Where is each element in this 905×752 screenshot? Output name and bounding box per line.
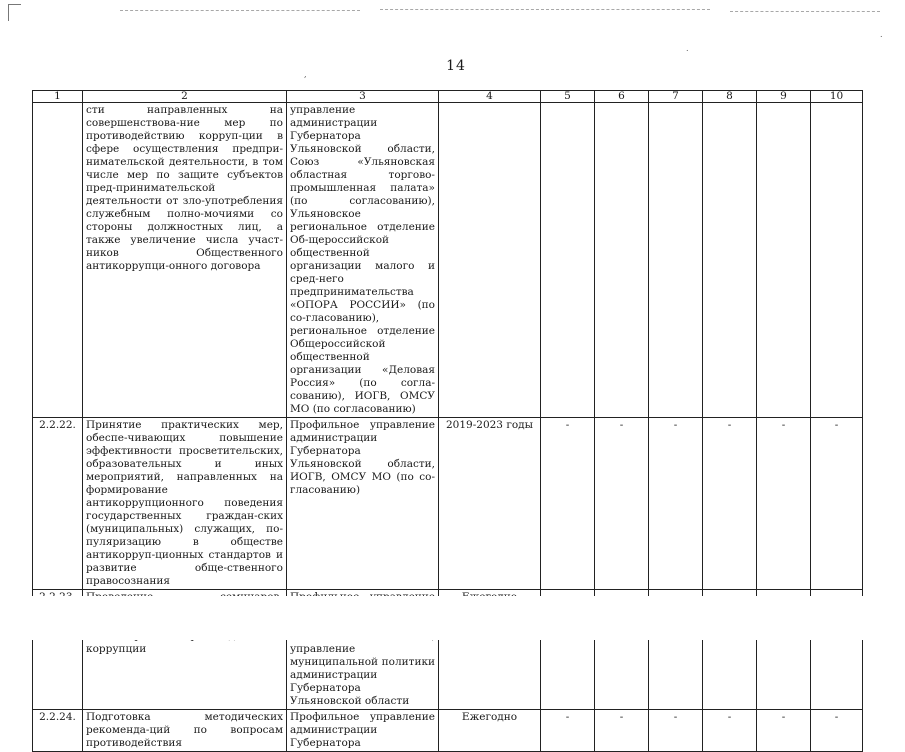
funding-cell: - [595,418,649,590]
term-cell: Ежегодно [439,710,541,752]
row-number-cell: 2.2.24. [33,710,83,752]
funding-cell: - [757,418,811,590]
funding-cell: - [541,710,595,752]
column-header: 10 [811,91,863,103]
funding-cell [595,103,649,418]
column-header: 7 [649,91,703,103]
column-header: 2 [83,91,287,103]
column-header: 9 [757,91,811,103]
funding-cell: - [541,418,595,590]
funding-cell: - [595,710,649,752]
funding-cell [541,103,595,418]
column-header: 4 [439,91,541,103]
funding-cell: - [649,418,703,590]
measure-cell: сти направленных на совершенствова-ние мер по противодействию корруп-ции в сфере осуществления предпри-нимательской деятельности, в том числе мер по защите субъектов пред-принимательской деятельности от зло-употребления служебным полно-мочиями со стороны должностных лиц, а также увеличение числа участ-ников Общественного антикоррупци-онного договора [83,103,287,418]
measure-cell: Подготовка методических рекоменда-ций по вопросам противодействия [83,710,287,752]
scan-speck: , [304,70,307,79]
column-header: 1 [33,91,83,103]
funding-cell [757,103,811,418]
column-header: 5 [541,91,595,103]
page-number: 14 [446,58,466,74]
executors-cell: управление администрации Губернатора Ульяновской области, Союз «Ульяновская областная торгово-промышленная палата» (по согласованию), Ульяновское региональное отделение Об-щероссийской общественной организации малого и сред-него предпринимательства «ОПОРА РОССИИ» (по со-гласованию), региональное отделение Общероссийской общественной организации «Деловая Россия» (по согла-сованию), ИОГВ, ОМСУ МО (по согласованию) [287,103,439,418]
funding-cell: - [811,710,863,752]
row-number-cell [33,103,83,418]
scan-edge-line [380,9,710,10]
measure-cell: коррупции [83,590,287,710]
scan-speck: . [880,30,883,39]
scan-edge-line [730,11,880,12]
column-header: 3 [287,91,439,103]
term-cell [439,103,541,418]
funding-cell [703,103,757,418]
funding-cell [649,103,703,418]
term-cell: 2019-2023 годы [439,418,541,590]
funding-cell: - [649,710,703,752]
funding-cell: - [811,418,863,590]
funding-cell: - [703,710,757,752]
measures-table [32,90,863,752]
page-bottom-crop [0,596,905,640]
table-row [33,103,863,418]
table-header-row [33,91,863,103]
measure-cell: Принятие практических мер, обеспе-чивающих повышение эффективности просветительских, образовательных и иных мероприятий, направленных на формирование антикоррупционного поведения государственных граждан-ских (муниципальных) служащих, по-пуляризацию в обществе антикорруп-ционных стандартов и развитие обще-ственного правосознания [83,418,287,590]
scan-edge-line [120,10,360,11]
column-header: 6 [595,91,649,103]
executors-cell: Профильное управление администрации Губернатора Ульяновской области, ИОГВ, ОМСУ МО (по со-гласованию) [287,418,439,590]
table-row [33,710,863,752]
row-number-cell: 2.2.22. [33,418,83,590]
executors-cell: Профильное управление администрации Губернатора [287,710,439,752]
funding-cell: - [703,418,757,590]
scan-speck: . [686,44,689,53]
scan-corner-mark [8,4,21,21]
table-row [33,418,863,590]
funding-cell: - [757,710,811,752]
funding-cell [811,103,863,418]
column-header: 8 [703,91,757,103]
executors-cell: управление муниципальной политики администрации Губернатора Ульяновской области [287,590,439,710]
